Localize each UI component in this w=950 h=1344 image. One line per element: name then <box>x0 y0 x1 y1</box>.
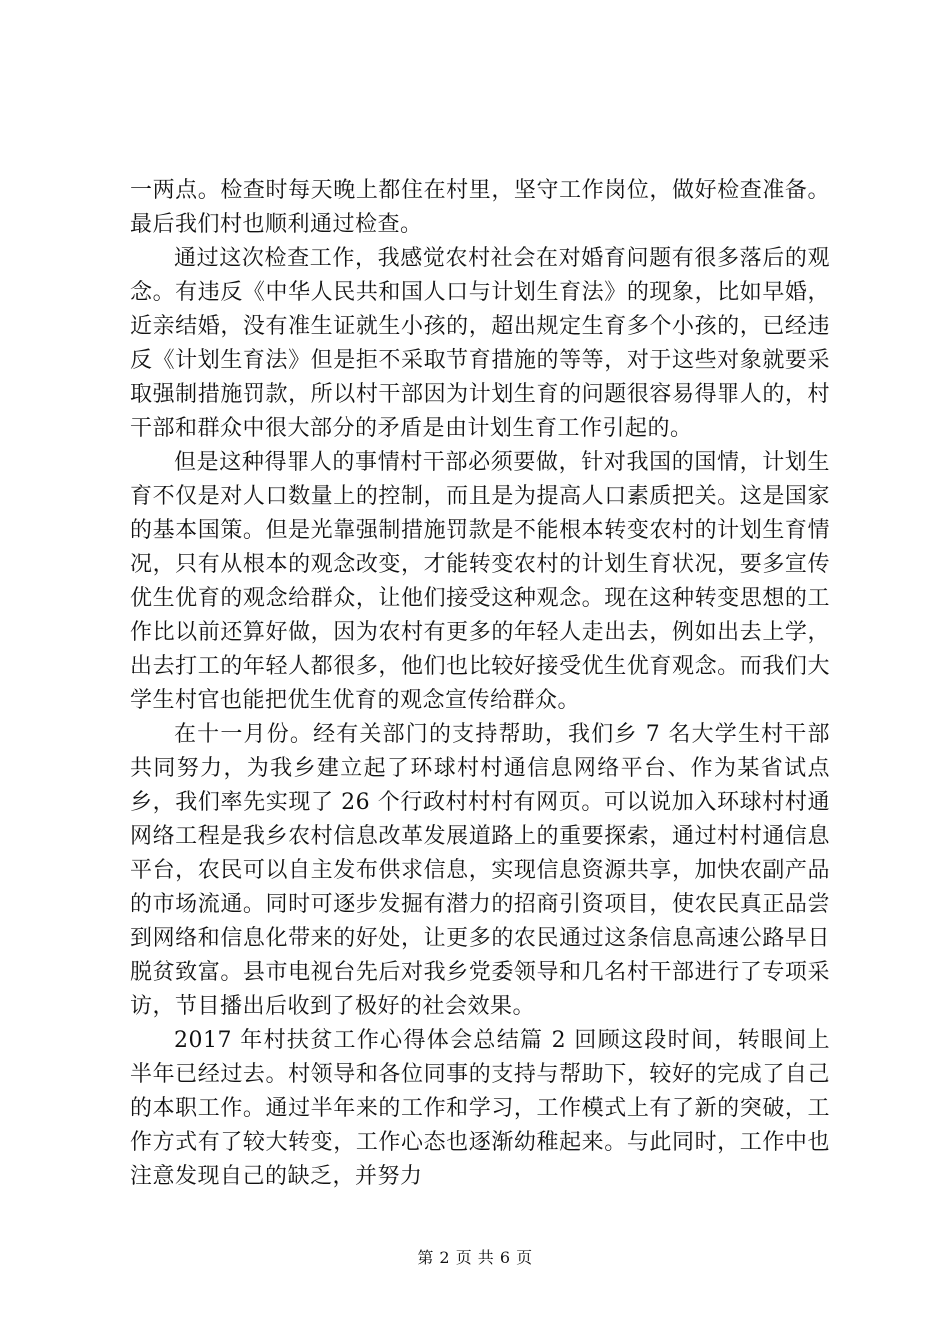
paragraph-3: 但是这种得罪人的事情村干部必须要做，针对我国的国情，计划生育不仅是对人口数量上的控制，而且是为提高人口素质把关。这是国家的基本国策。但是光靠强制措施罚款是不能根本转变农村的计划生育情况，只有从根本的观念改变，才能转变农村的计划生育状况，要多宣传优生优育的观念给群众，让他们接受这种观念。现在这种转变思想的工作比以前还算好做，因为农村有更多的年轻人走出去，例如出去上学，出去打工的年轻人都很多，他们也比较好接受优生优育观念。而我们大学生村官也能把优生优育的观念宣传给群众。 <box>130 450 830 713</box>
paragraph-5: 2017 年村扶贫工作心得体会总结篇 2 回顾这段时间，转眼间上半年已经过去。村领导和各位同事的支持与帮助下，较好的完成了自己的本职工作。通过半年来的工作和学习，工作模式上有了新的突破，工作方式有了较大转变，工作心态也逐渐幼稚起来。与此同时，工作中也注意发现自己的缺乏，并努力 <box>130 1028 830 1189</box>
page-number-footer: 第 2 页 共 6 页 <box>417 1248 533 1267</box>
paragraph-1: 一两点。检查时每天晚上都住在村里，坚守工作岗位，做好检查准备。最后我们村也顺利通过检查。 <box>130 178 830 237</box>
document-body <box>130 174 830 1194</box>
paragraph-2: 通过这次检查工作，我感觉农村社会在对婚育问题有很多落后的观念。有违反《中华人民共和国人口与计划生育法》的现象，比如早婚，近亲结婚，没有准生证就生小孩的，超出规定生育多个小孩的，已经违反《计划生育法》但是拒不采取节育措施的等等，对于这些对象就要采取强制措施罚款，所以村干部因为计划生育的问题很容易得罪人的，村干部和群众中很大部分的矛盾是由计划生育工作引起的。 <box>130 246 830 441</box>
paragraph-4: 在十一月份。经有关部门的支持帮助，我们乡 7 名大学生村干部共同努力，为我乡建立起了环球村村通信息网络平台、作为某省试点乡，我们率先实现了 26 个行政村村村有网页。可以说加入环球村村通网络工程是我乡农村信息改革发展道路上的重要探索，通过村村通信息平台，农民可以自主发布供求信息，实现信息资源共享，加快农副产品的市场流通。同时可逐步发掘有潜力的招商引资项目，使农民真正品尝到网络和信息化带来的好处，让更多的农民通过这条信息高速公路早日脱贫致富。县市电视台先后对我乡党委领导和几名村干部进行了专项采访，节目播出后收到了极好的社会效果。 <box>130 722 830 1019</box>
